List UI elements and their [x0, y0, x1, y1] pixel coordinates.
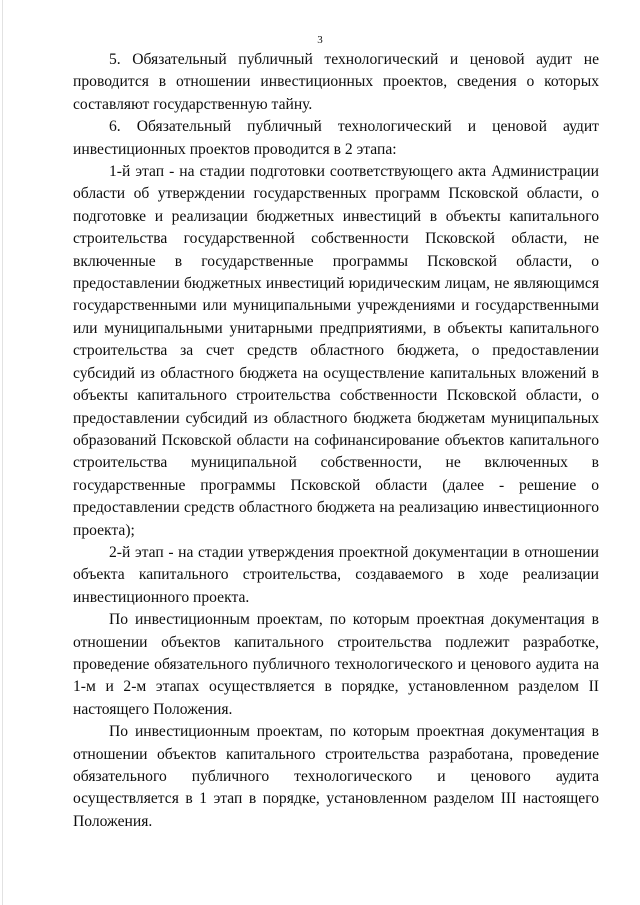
page-number: 3 [317, 34, 323, 46]
paragraph-documentation-to-develop: По инвестиционным проектам, по которым проектная документация в отношении объектов капитального строительства подлежит разработке, проведение обязательного публичного технологического и ценового аудита на 1-м и 2-м этапах осуществляется в порядке, установленном разделом II настоящего Положения. [73, 611, 599, 718]
paragraph-6-audit-stages: 6. Обязательный публичный технологический и ценовой аудит инвестиционных проектов проводится в 2 этапа: [73, 118, 599, 158]
paragraph-5-state-secret-exclusion: 5. Обязательный публичный технологический и ценовой аудит не проводится в отношении инвестиционных проектов, сведения о которых составляют государственную тайну. [73, 51, 599, 113]
document-body [73, 49, 599, 833]
scan-edge-line [2, 0, 3, 905]
paragraph-documentation-developed: По инвестиционным проектам, по которым проектная документация в отношении объектов капитального строительства разработана, проведение обязательного публичного технологического и ценового аудита осуществляется в 1 этап в порядке, установленном разделом III настоящего Положения. [73, 723, 599, 830]
paragraph-stage-1: 1-й этап - на стадии подготовки соответствующего акта Администрации области об утверждении государственных программ Псковской области, о подготовке и реализации бюджетных инвестиций в объекты капитального строительства государственной собственности Псковской области, не включенные в государственные программы Псковской области, о предоставлении бюджетных инвестиций юридическим лицам, не являющимся государственными или муниципальными учреждениями и государственными или муниципальными унитарными предприятиями, в объекты капитального строительства за счет средств областного бюджета, о предоставлении субсидий из областного бюджета на осуществление капитальных вложений в объекты капитального строительства собственности Псковской области, о предоставлении субсидий из областного бюджета бюджетам муниципальных образований Псковской области на софинансирование объектов капитального строительства муниципальной собственности, не включенных в государственные программы Псковской области (далее - решение о предоставлении средств областного бюджета на реализацию инвестиционного проекта); [73, 163, 599, 539]
paragraph-stage-2: 2-й этап - на стадии утверждения проектной документации в отношении объекта капитального строительства, создаваемого в ходе реализации инвестиционного проекта. [73, 543, 599, 606]
